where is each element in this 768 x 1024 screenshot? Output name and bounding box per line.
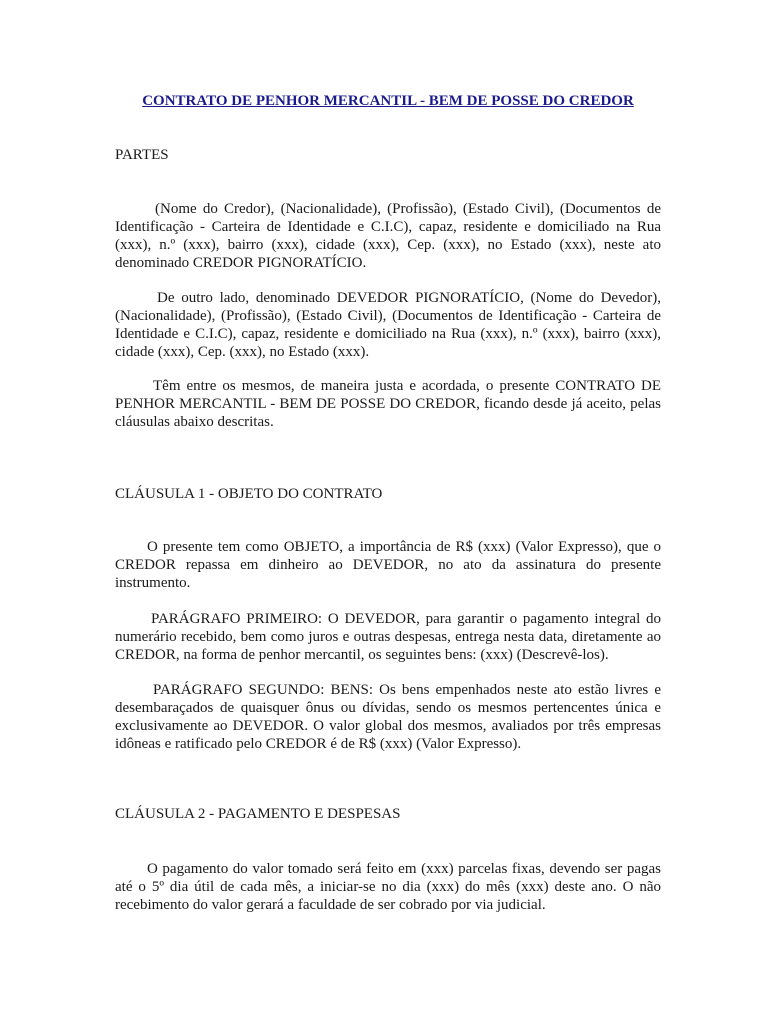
devedor-paragraph: De outro lado, denominado DEVEDOR PIGNORATÍCIO, (Nome do Devedor), (Nacionalidade), (Profissão), (Estado Civil), (Documentos de Identificação - Carteira de Identidade e C.I.C), capaz, residente e domiciliado na Rua (xxx), n.º (xxx), bairro (xxx), cidade (xxx), Cep. (xxx), no Estado (xxx).	[115, 290, 661, 360]
clausula2-paragraph: O pagamento do valor tomado será feito em (xxx) parcelas fixas, devendo ser pagas até o 5º dia útil de cada mês, a iniciar-se no dia (xxx) do mês (xxx) deste ano. O não recebimento do valor gerará a faculdade de ser cobrado por via judicial.	[115, 861, 661, 913]
document-title: CONTRATO DE PENHOR MERCANTIL - BEM DE POSSE DO CREDOR	[142, 93, 634, 109]
clausula2-heading: CLÁUSULA 2 - PAGAMENTO E DESPESAS	[115, 806, 401, 822]
paragrafo-segundo: PARÁGRAFO SEGUNDO: BENS: Os bens empenhados neste ato estão livres e desembaraçados de quaisquer ônus ou dívidas, sendo os mesmos pertencentes única e exclusivamente ao DEVEDOR. O valor global dos mesmos, avaliados por três empresas idôneas e ratificado pelo CREDOR é de R$ (xxx) (Valor Expresso).	[115, 682, 661, 752]
paragrafo-primeiro: PARÁGRAFO PRIMEIRO: O DEVEDOR, para garantir o pagamento integral do numerário recebido, bem como juros e outras despesas, entrega nesta data, diretamente ao CREDOR, na forma de penhor mercantil, os seguintes bens: (xxx) (Descrevê-los).	[115, 611, 661, 663]
clausula1-heading: CLÁUSULA 1 - OBJETO DO CONTRATO	[115, 486, 383, 502]
partes-heading: PARTES	[115, 147, 169, 163]
clausula1-paragraph: O presente tem como OBJETO, a importância de R$ (xxx) (Valor Expresso), que o CREDOR repassa em dinheiro ao DEVEDOR, no ato da assinatura do presente instrumento.	[115, 539, 661, 591]
credor-paragraph: (Nome do Credor), (Nacionalidade), (Profissão), (Estado Civil), (Documentos de Identificação - Carteira de Identidade e C.I.C), capaz, residente e domiciliado na Rua (xxx), n.º (xxx), bairro (xxx), cidade (xxx), Cep. (xxx), no Estado (xxx), neste ato denominado CREDOR PIGNORATÍCIO.	[115, 201, 661, 271]
acordo-paragraph: Têm entre os mesmos, de maneira justa e acordada, o presente CONTRATO DE PENHOR MERCANTIL - BEM DE POSSE DO CREDOR, ficando desde já aceito, pelas cláusulas abaixo descritas.	[115, 378, 661, 430]
